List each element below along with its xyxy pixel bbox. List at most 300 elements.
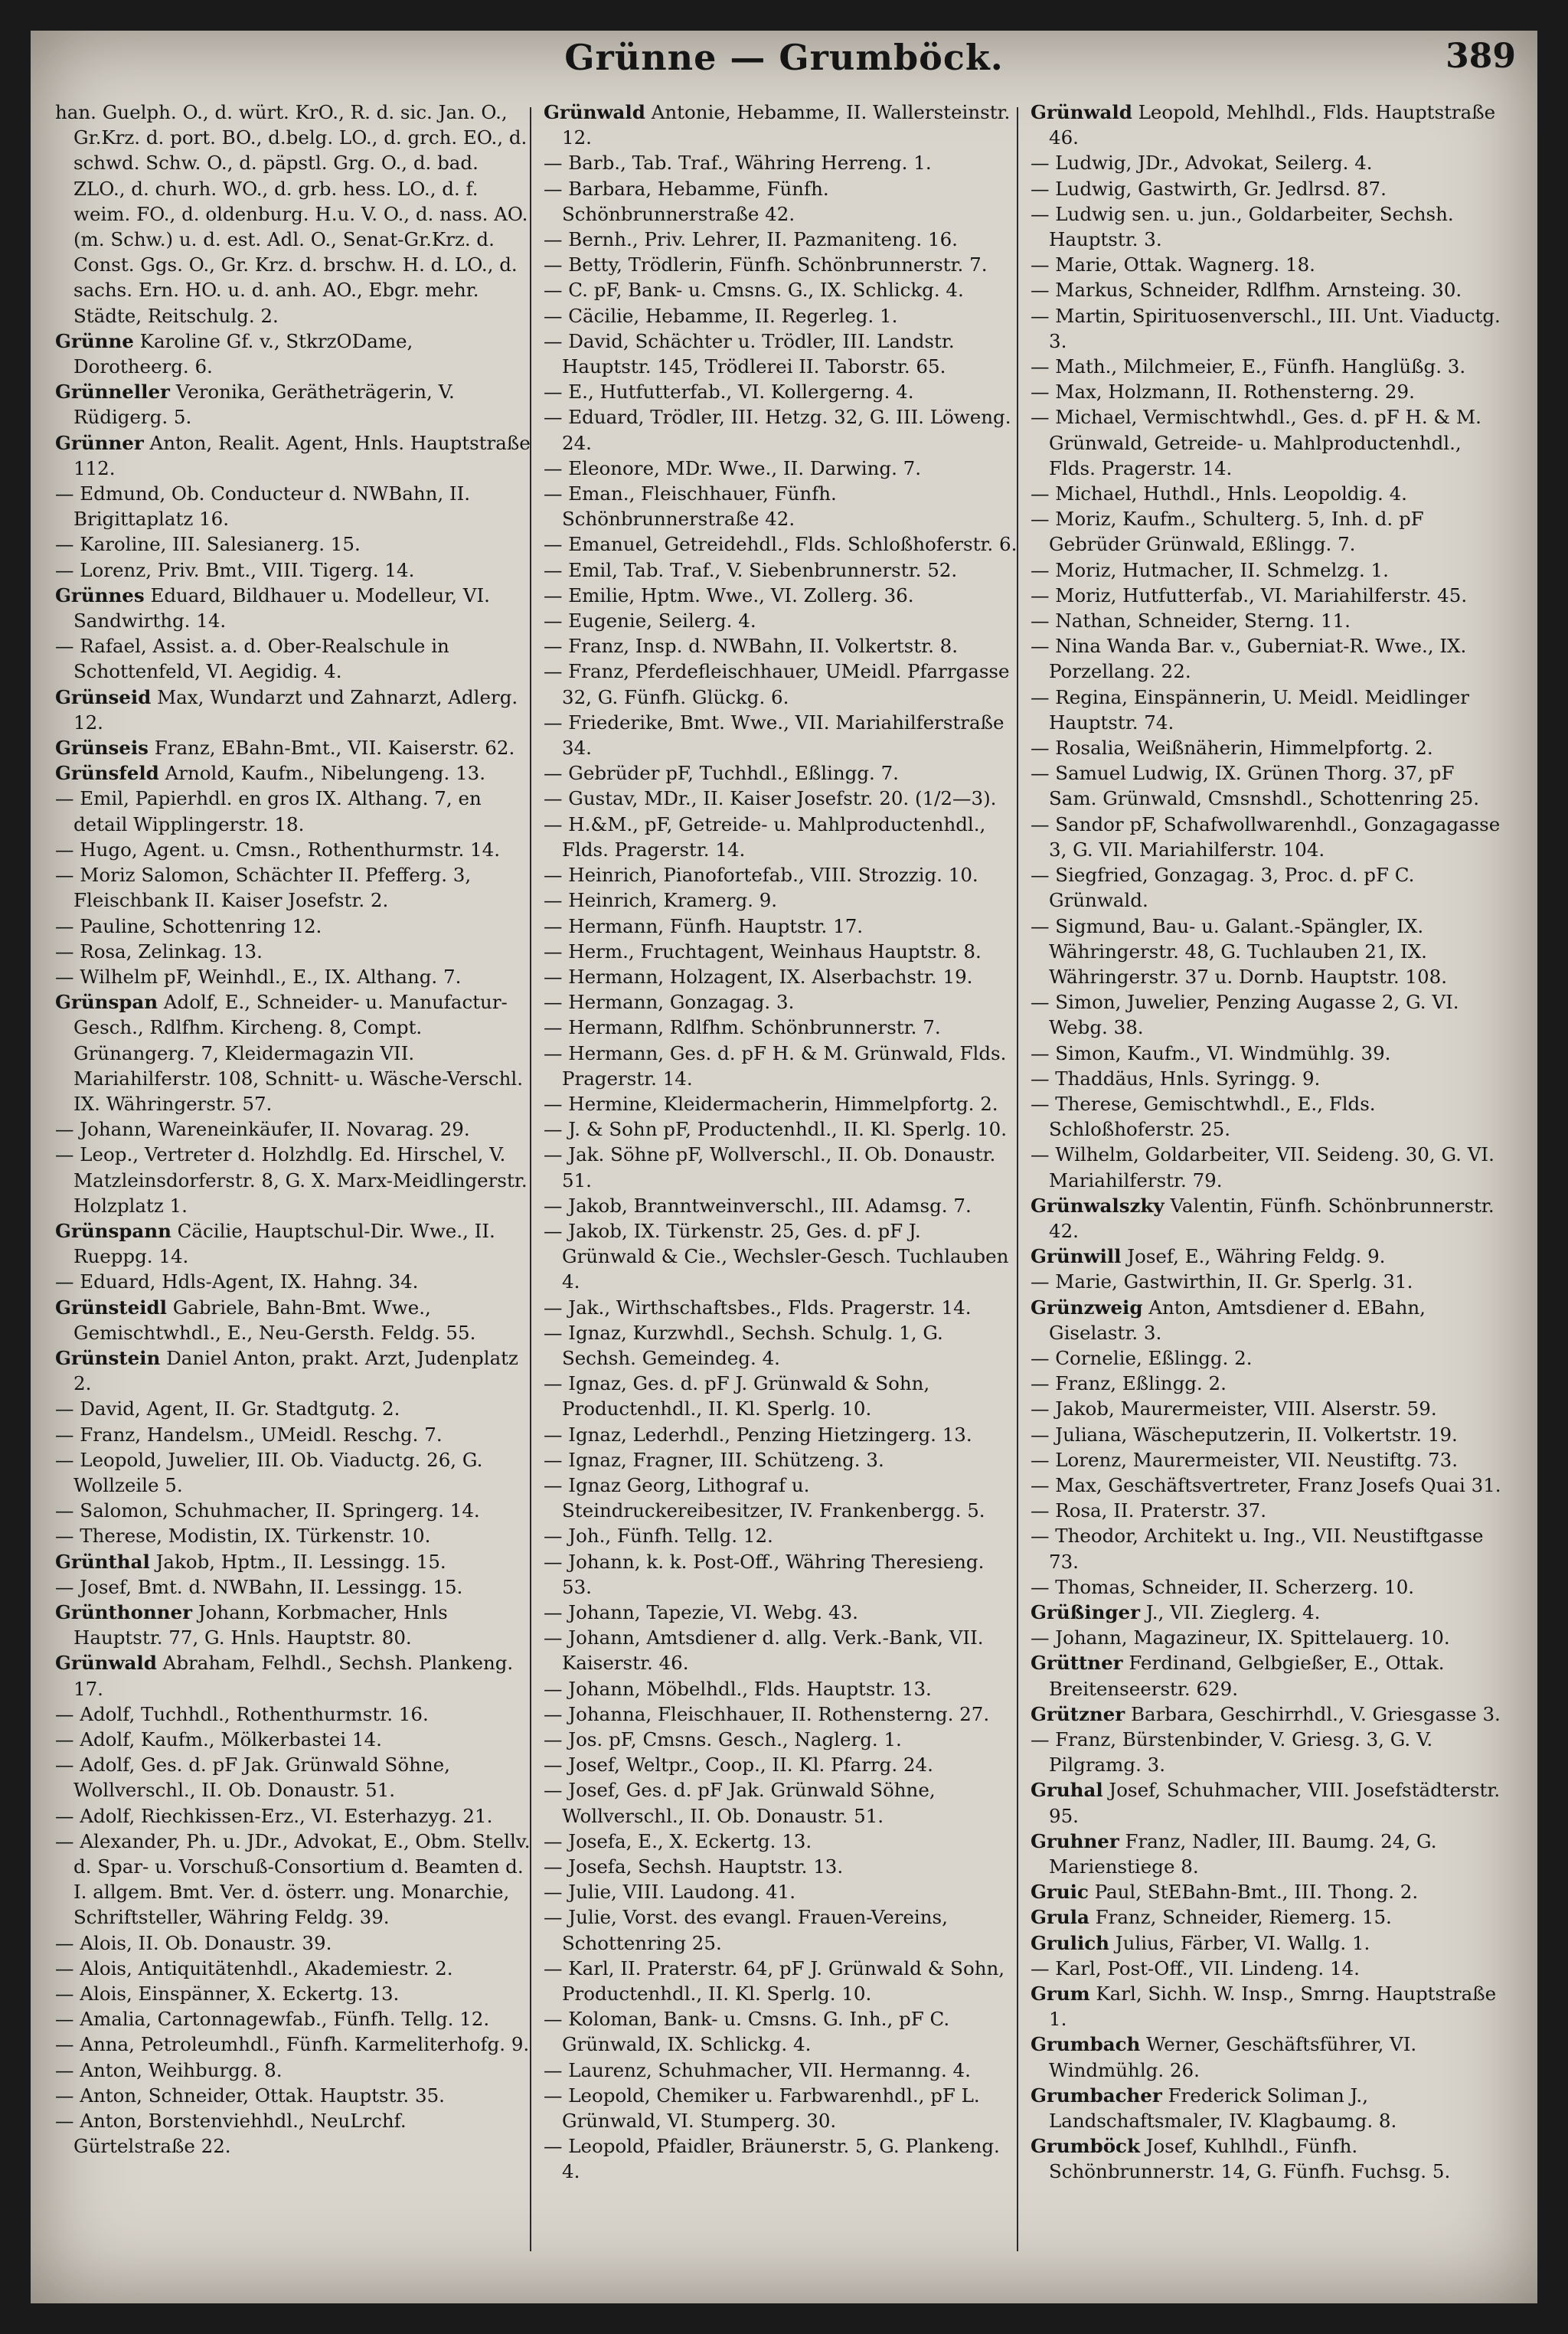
- entry-text: Daniel Anton, prakt. Arzt, Judenplatz 2.: [74, 1346, 518, 1395]
- directory-entry: [55, 837, 531, 862]
- directory-entry: [544, 888, 1020, 913]
- entry-text: — Ludwig, Gastwirth, Gr. Jedlrsd. 87.: [1031, 177, 1387, 200]
- entry-surname: Grünwill: [1031, 1245, 1122, 1268]
- entry-text: — Thomas, Schneider, II. Scherzerg. 10.: [1031, 1575, 1415, 1598]
- directory-entry: [1031, 1295, 1507, 1345]
- directory-entry: [1031, 1600, 1507, 1625]
- entry-text: — Alexander, Ph. u. JDr., Advokat, E., Obm. Stellv. d. Spar- u. Vorschuß-Consortium d. Beamten d. I. allgem. Bmt. Ver. d. österr. ung. Monarchie, Schriftsteller, Währing Feldg. 39.: [55, 1829, 531, 1929]
- entry-text: — Betty, Trödlerin, Fünfh. Schönbrunnerstr. 7.: [544, 253, 988, 276]
- directory-entry: [55, 1396, 531, 1421]
- directory-entry: [544, 1625, 1020, 1675]
- directory-entry: [544, 2133, 1020, 2184]
- entry-text: — Martin, Spirituosenverschl., III. Unt. Viaductg. 3.: [1031, 304, 1501, 352]
- directory-entry: [1031, 1625, 1507, 1650]
- directory-entry: [544, 633, 1020, 659]
- directory-entry: [55, 2032, 531, 2057]
- entry-text: — C. pF, Bank- u. Cmsns. G., IX. Schlickg. 4.: [544, 279, 964, 302]
- entry-text: — Alois, II. Ob. Donaustr. 39.: [55, 1931, 332, 1954]
- entry-text: — Karl, Post-Off., VII. Lindeng. 14.: [1031, 1956, 1360, 1979]
- entry-surname: Grünseis: [55, 737, 149, 760]
- directory-entry: [55, 329, 531, 379]
- entry-surname: Grum: [1031, 1983, 1090, 2005]
- entry-text: — Marie, Ottak. Wagnerg. 18.: [1031, 253, 1315, 276]
- entry-text: — Gebrüder pF, Tuchhdl., Eßlingg. 7.: [544, 762, 899, 785]
- directory-entry: [544, 1320, 1020, 1371]
- entry-text: — Ludwig, JDr., Advokat, Seilerg. 4.: [1031, 152, 1373, 175]
- entry-text: — Emilie, Hptm. Wwe., VI. Zollerg. 36.: [544, 584, 914, 606]
- column-2: [544, 100, 1020, 2259]
- entry-text: — Wilhelm, Goldarbeiter, VII. Seideng. 30, G. VI. Mariahilferstr. 79.: [1031, 1143, 1494, 1192]
- directory-entry: [544, 1904, 1020, 1955]
- directory-entry: [55, 1345, 531, 1396]
- directory-entry: [1031, 354, 1507, 379]
- directory-entry: [55, 1218, 531, 1269]
- directory-entry: [544, 1422, 1020, 1447]
- directory-entry: [55, 1116, 531, 1142]
- entry-text: — Amalia, Cartonnagewfab., Fünfh. Tellg. 12.: [55, 2008, 490, 2031]
- entry-surname: Grüßinger: [1031, 1600, 1141, 1623]
- entry-text: — Adolf, Tuchhdl., Rothenthurmstr. 16.: [55, 1702, 429, 1725]
- entry-text: — Max, Holzmann, II. Rothensterng. 29.: [1031, 381, 1415, 404]
- entry-text: — Juliana, Wäscheputzerin, II. Volkertstr. 19.: [1031, 1423, 1458, 1446]
- entry-text: — Leopold, Pfaidler, Bräunerstr. 5, G. Plankeng. 4.: [544, 2135, 1000, 2183]
- entry-text: — Johann, Amtsdiener d. allg. Verk.-Bank, VII. Kaiserstr. 46.: [544, 1626, 984, 1675]
- entry-text: Franz, Schneider, Riemerg. 15.: [1089, 1906, 1392, 1929]
- entry-text: Josef, Schuhmacher, VIII. Josefstädterstr. 95.: [1049, 1779, 1501, 1827]
- entry-text: — Eman., Fleischhauer, Fünfh. Schönbrunnerstraße 42.: [544, 482, 837, 531]
- entry-text: Werner, Geschäftsführer, VI. Windmühlg. 26.: [1049, 2033, 1417, 2081]
- directory-entry: [544, 583, 1020, 608]
- directory-entry: [1031, 303, 1507, 354]
- entry-text: — Hermann, Fünfh. Hauptstr. 17.: [544, 914, 864, 937]
- directory-entry: [1031, 1371, 1507, 1396]
- entry-text: — Max, Geschäftsvertreter, Franz Josefs Quai 31.: [1031, 1473, 1501, 1496]
- directory-entry: [544, 150, 1020, 175]
- entry-text: — Ignaz, Ges. d. pF J. Grünwald & Sohn, Productenhdl., II. Kl. Sperlg. 10.: [544, 1372, 930, 1420]
- directory-entry: [55, 531, 531, 557]
- directory-entry: [544, 1523, 1020, 1548]
- entry-text: — Adolf, Kaufm., Mölkerbastei 14.: [55, 1728, 382, 1750]
- entry-surname: Grünwald: [55, 1652, 157, 1675]
- entry-text: — Adolf, Ges. d. pF Jak. Grünwald Söhne, Wollverschl., II. Ob. Donaustr. 51.: [55, 1754, 450, 1802]
- directory-entry: [1031, 735, 1507, 760]
- entry-text: Arnold, Kaufm., Nibelungeng. 13.: [158, 762, 486, 785]
- directory-entry: [55, 1829, 531, 1930]
- directory-entry: [1031, 150, 1507, 175]
- entry-text: — Josefa, Sechsh. Hauptstr. 13.: [544, 1855, 844, 1878]
- directory-entry: [1031, 1244, 1507, 1269]
- entry-text: Cäcilie, Hauptschul-Dir. Wwe., II. Rueppg. 14.: [74, 1219, 495, 1268]
- entry-text: — Adolf, Riechkissen-Erz., VI. Esterhazyg. 21.: [55, 1804, 493, 1827]
- directory-entry: [544, 964, 1020, 989]
- directory-entry: [544, 812, 1020, 862]
- directory-entry: [544, 456, 1020, 481]
- directory-entry: [1031, 252, 1507, 277]
- entry-surname: Grünspann: [55, 1219, 172, 1242]
- directory-entry: [55, 964, 531, 989]
- entry-text: — Karoline, III. Salesianerg. 15.: [55, 533, 361, 556]
- entry-text: Franz, Nadler, III. Baumg. 24, G. Marienstiege 8.: [1049, 1829, 1437, 1878]
- entry-text: — Samuel Ludwig, IX. Grünen Thorg. 37, pF Sam. Grünwald, Cmsnshdl., Schottenring 25.: [1031, 762, 1480, 810]
- directory-entry: [55, 1600, 531, 1650]
- entry-text: — Johanna, Fleischhauer, II. Rothensterng. 27.: [544, 1702, 990, 1725]
- entry-surname: Grünstein: [55, 1346, 161, 1369]
- entry-surname: Grünner: [55, 431, 144, 454]
- entry-text: — Emil, Papierhdl. en gros IX. Althang. 7, en detail Wipplingerstr. 18.: [55, 787, 482, 835]
- directory-entry: [544, 176, 1020, 227]
- directory-entry: [55, 685, 531, 735]
- directory-entry: [1031, 1447, 1507, 1473]
- directory-entry: [1031, 1091, 1507, 1142]
- directory-entry: [544, 1041, 1020, 1091]
- directory-entry: [544, 379, 1020, 404]
- entry-text: Veronika, Gerätheträgerin, V. Rüdigerg. 5.: [74, 381, 455, 429]
- entry-text: Ferdinand, Gelbgießer, E., Ottak. Breitenseerstr. 629.: [1049, 1652, 1445, 1700]
- directory-entry: [544, 1676, 1020, 1701]
- directory-entry: [1031, 1142, 1507, 1192]
- directory-entry: [1031, 1829, 1507, 1879]
- directory-entry: [544, 862, 1020, 888]
- entry-text: Max, Wundarzt und Zahnarzt, Adlerg. 12.: [74, 685, 518, 734]
- directory-entry: [1031, 1396, 1507, 1421]
- entry-text: — Leopold, Juwelier, III. Ob. Viaductg. 26, G. Wollzeile 5.: [55, 1448, 483, 1496]
- directory-entry: [544, 1854, 1020, 1879]
- entry-text: — Moriz, Hutfutterfab., VI. Mariahilferstr. 45.: [1031, 584, 1468, 606]
- entry-text: Barbara, Geschirrhdl., V. Griesgasse 3.: [1125, 1702, 1501, 1725]
- entry-text: Anton, Amtsdiener d. EBahn, Giselastr. 3.: [1049, 1296, 1426, 1344]
- directory-entry: [55, 1269, 531, 1294]
- directory-entry: [1031, 1498, 1507, 1523]
- entry-text: — Thaddäus, Hnls. Syringg. 9.: [1031, 1067, 1321, 1090]
- directory-entry: [55, 1956, 531, 1981]
- directory-entry: [55, 1422, 531, 1447]
- entry-text: — Koloman, Bank- u. Cmsns. G. Inh., pF C. Grünwald, IX. Schlickg. 4.: [544, 2008, 950, 2056]
- directory-entry: [544, 659, 1020, 709]
- entry-text: Karoline Gf. v., StkrzODame, Dorotheerg. 6.: [74, 329, 413, 378]
- entry-text: Julius, Färber, VI. Wallg. 1.: [1109, 1931, 1370, 1954]
- entry-text: — Moriz Salomon, Schächter II. Pfefferg. 3, Fleischbank II. Kaiser Josefstr. 2.: [55, 864, 472, 912]
- entry-text: Anton, Realit. Agent, Hnls. Hauptstraße 112.: [74, 431, 531, 479]
- entry-text: — Jos. pF, Cmsns. Gesch., Naglerg. 1.: [544, 1728, 902, 1750]
- entry-text: — Anna, Petroleumhdl., Fünfh. Karmeliterhofg. 9.: [55, 2033, 530, 2056]
- directory-entry: [55, 2083, 531, 2108]
- page-header: [31, 31, 1537, 77]
- entry-text: — Sigmund, Bau- u. Galant.-Spängler, IX. Währingerstr. 48, G. Tuchlauben 21, IX. Währingerstr. 37 u. Dornb. Hauptstr. 108.: [1031, 914, 1447, 988]
- entry-surname: Grünzweig: [1031, 1296, 1143, 1319]
- entry-text: — Lorenz, Priv. Bmt., VIII. Tigerg. 14.: [55, 558, 415, 581]
- entry-text: han. Guelph. O., d. würt. KrO., R. d. sic. Jan. O., Gr.Krz. d. port. BO., d.belg. LO., d. grch. EO., d. schwd. Schw. O., d. päpstl. Grg. O., d. bad. ZLO., d. churh. WO., d. grb. hess. LO., d. f. weim. FO., d. oldenburg. H.u. V. O., d. nass. AO. (m. Schw.) u. d. est. Adl. O., Senat-Gr.Krz. d. Const. Ggs. O., Gr. Krz. d. brschw. H. d. LO., d. sachs. Ern. HO. u. d. anh. AO., Ebgr. mehr. Städte, Reitschulg. 2.: [55, 101, 528, 327]
- entry-text: — Joh., Fünfh. Tellg. 12.: [544, 1525, 773, 1548]
- directory-entry: [544, 227, 1020, 252]
- entry-text: — Franz, Bürstenbinder, V. Griesg. 3, G. V. Pilgramg. 3.: [1031, 1728, 1433, 1777]
- directory-entry: [1031, 1981, 1507, 2032]
- entry-surname: Grünthal: [55, 1550, 150, 1573]
- directory-entry: [1031, 1066, 1507, 1091]
- entry-text: — Ignaz Georg, Lithograf u. Steindruckereibesitzer, IV. Frankenbergg. 5.: [544, 1473, 985, 1522]
- entry-text: — Johann, Möbelhdl., Flds. Hauptstr. 13.: [544, 1677, 932, 1700]
- entry-text: — Alois, Antiquitätenhdl., Akademiestr. 2.: [55, 1956, 453, 1979]
- directory-entry: [544, 531, 1020, 557]
- entry-text: — Therese, Gemischtwhdl., E., Flds. Schloßhoferstr. 25.: [1031, 1092, 1376, 1141]
- directory-entry: [55, 939, 531, 964]
- entry-surname: Grünwald: [544, 101, 645, 123]
- entry-text: — Michael, Huthdl., Hnls. Leopoldig. 4.: [1031, 482, 1407, 505]
- directory-entry: [1031, 379, 1507, 404]
- directory-entry: [544, 2058, 1020, 2083]
- directory-entry: [544, 1727, 1020, 1752]
- entry-text: Jakob, Hptm., II. Lessingg. 15.: [149, 1550, 446, 1573]
- entry-text: — Eugenie, Seilerg. 4.: [544, 610, 756, 633]
- directory-entry: [544, 1752, 1020, 1777]
- entry-text: — Wilhelm pF, Weinhdl., E., IX. Althang. 7.: [55, 965, 462, 988]
- entry-text: — Edmund, Ob. Conducteur d. NWBahn, II. Brigittaplatz 16.: [55, 482, 471, 531]
- entry-text: — Nathan, Schneider, Sterng. 11.: [1031, 610, 1351, 633]
- entry-text: — Emil, Tab. Traf., V. Siebenbrunnerstr. 52.: [544, 558, 958, 581]
- directory-entry: [544, 1777, 1020, 1828]
- entry-text: — Cornelie, Eßlingg. 2.: [1031, 1346, 1253, 1369]
- directory-entry: [1031, 812, 1507, 862]
- directory-entry: [1031, 1345, 1507, 1371]
- entry-text: — Eduard, Hdls-Agent, IX. Hahng. 34.: [55, 1270, 419, 1293]
- entry-text: Gabriele, Bahn-Bmt. Wwe., Gemischtwhdl., E., Neu-Gersth. Feldg. 55.: [74, 1296, 476, 1344]
- entry-text: — Franz, Eßlingg. 2.: [1031, 1372, 1227, 1395]
- directory-entry: [55, 1523, 531, 1548]
- directory-entry: [544, 1193, 1020, 1218]
- directory-entry: [55, 1930, 531, 1956]
- directory-entry: [55, 379, 531, 430]
- entry-text: — Moriz, Kaufm., Schulterg. 5, Inh. d. pF Gebrüder Grünwald, Eßlingg. 7.: [1031, 508, 1424, 556]
- entry-text: — Eduard, Trödler, III. Hetzg. 32, G. III. Löweng. 24.: [544, 406, 1011, 454]
- entry-text: — Herm., Fruchtagent, Weinhaus Hauptstr. 8.: [544, 940, 982, 963]
- directory-entry: [1031, 2032, 1507, 2082]
- entry-text: Abraham, Felhdl., Sechsh. Plankeng. 17.: [74, 1652, 514, 1700]
- directory-entry: [544, 557, 1020, 583]
- entry-text: — Johann, Magazineur, IX. Spittelauerg. 10.: [1031, 1626, 1450, 1649]
- entry-text: — Johann, Tapezie, VI. Webg. 43.: [544, 1600, 858, 1623]
- entry-text: — Franz, Handelsm., UMeidl. Reschg. 7.: [55, 1423, 443, 1446]
- directory-entry: [544, 1879, 1020, 1904]
- entry-text: J., VII. Zieglerg. 4.: [1140, 1600, 1321, 1623]
- entry-text: — Simon, Kaufm., VI. Windmühlg. 39.: [1031, 1041, 1391, 1064]
- directory-entry: [544, 1091, 1020, 1116]
- entry-text: — Julie, Vorst. des evangl. Frauen-Vereins, Schottenring 25.: [544, 1906, 948, 1954]
- directory-entry: [544, 914, 1020, 939]
- entry-text: — Friederike, Bmt. Wwe., VII. Mariahilferstraße 34.: [544, 711, 1004, 760]
- entry-text: — Regina, Einspännerin, U. Meidl. Meidlinger Hauptstr. 74.: [1031, 685, 1469, 734]
- directory-entry: [1031, 2083, 1507, 2133]
- entry-text: — Rosa, Zelinkag. 13.: [55, 940, 263, 963]
- entry-surname: Grünspan: [55, 991, 158, 1014]
- directory-entry: [55, 633, 531, 684]
- directory-entry: [544, 786, 1020, 811]
- entry-text: — Rafael, Assist. a. d. Ober-Realschule in Schottenfeld, VI. Aegidig. 4.: [55, 635, 449, 683]
- entry-text: — Anton, Schneider, Ottak. Hauptstr. 35.: [55, 2084, 445, 2107]
- entry-text: — Jakob, IX. Türkenstr. 25, Ges. d. pF J. Grünwald & Cie., Wechsler-Gesch. Tuchlauben 4.: [544, 1219, 1009, 1293]
- entry-surname: Gruhal: [1031, 1779, 1103, 1802]
- entry-text: — Rosa, II. Praterstr. 37.: [1031, 1499, 1267, 1522]
- entry-text: — H.&M., pF, Getreide- u. Mahlproductenhdl., Flds. Pragerstr. 14.: [544, 812, 986, 861]
- entry-text: Karl, Sichh. W. Insp., Smrng. Hauptstraße 1.: [1049, 1983, 1497, 2031]
- entry-text: — Leopold, Chemiker u. Farbwarenhdl., pF L. Grünwald, VI. Stumperg. 30.: [544, 2084, 980, 2133]
- entry-text: — Heinrich, Pianofortefab., VIII. Strozzig. 10.: [544, 864, 978, 887]
- entry-text: Josef, E., Währing Feldg. 9.: [1121, 1245, 1386, 1268]
- directory-entry: [1031, 608, 1507, 633]
- directory-entry: [55, 735, 531, 760]
- column-1: [55, 100, 531, 2259]
- entry-text: Valentin, Fünfh. Schönbrunnerstr. 42.: [1049, 1194, 1494, 1242]
- directory-entry: [1031, 2133, 1507, 2184]
- directory-entry: [55, 1981, 531, 2006]
- directory-entry: [1031, 1473, 1507, 1498]
- entry-text: — Ignaz, Fragner, III. Schützeng. 3.: [544, 1448, 884, 1471]
- entry-text: — Alois, Einspänner, X. Eckertg. 13.: [55, 1983, 400, 2005]
- entry-text: — Anton, Borstenviehhdl., NeuLrchf. Gürtelstraße 22.: [55, 2110, 407, 2158]
- entry-text: — Ludwig sen. u. jun., Goldarbeiter, Sechsh. Hauptstr. 3.: [1031, 202, 1454, 251]
- entry-text: — Sandor pF, Schafwollwarenhdl., Gonzagagasse 3, G. VII. Mariahilferstr. 104.: [1031, 812, 1501, 861]
- directory-entry: [1031, 633, 1507, 684]
- entry-surname: Grünnes: [55, 584, 145, 606]
- directory-entry: [544, 1829, 1020, 1854]
- entry-text: — Hermann, Holzagent, IX. Alserbachstr. 19.: [544, 965, 973, 988]
- directory-entry: [544, 1956, 1020, 2006]
- directory-entry: [55, 1447, 531, 1498]
- directory-entry: [1031, 989, 1507, 1040]
- directory-entry: [544, 2083, 1020, 2133]
- entry-text: — Ignaz, Kurzwhdl., Sechsh. Schulg. 1, G. Sechsh. Gemeindeg. 4.: [544, 1321, 943, 1369]
- directory-entry: [55, 989, 531, 1116]
- directory-entry: [55, 557, 531, 583]
- entry-text: Johann, Korbmacher, Hnls Hauptstr. 77, G. Hnls. Hauptstr. 80.: [74, 1600, 448, 1649]
- directory-entry: [544, 404, 1020, 455]
- directory-entry: [1031, 1956, 1507, 1981]
- entry-text: — Jakob, Branntweinverschl., III. Adamsg. 7.: [544, 1194, 972, 1217]
- directory-entry: [55, 760, 531, 786]
- directory-entry: [1031, 914, 1507, 990]
- entry-text: — Johann, k. k. Post-Off., Währing Theresieng. 53.: [544, 1550, 985, 1598]
- directory-entry: [1031, 1879, 1507, 1904]
- directory-entry: [55, 1650, 531, 1701]
- entry-text: Franz, EBahn-Bmt., VII. Kaiserstr. 62.: [148, 737, 515, 760]
- directory-entry: [1031, 506, 1507, 557]
- directory-entry: [544, 303, 1020, 329]
- directory-entry: [1031, 1574, 1507, 1600]
- directory-entry: [1031, 557, 1507, 583]
- directory-entry: [544, 1701, 1020, 1727]
- directory-entry: [55, 914, 531, 939]
- directory-entry: [544, 710, 1020, 760]
- directory-entry: [1031, 685, 1507, 735]
- directory-entry: [544, 481, 1020, 531]
- directory-entry: [544, 329, 1020, 379]
- entry-surname: Grünsfeld: [55, 762, 159, 785]
- directory-entry: [544, 1549, 1020, 1600]
- entry-text: — David, Schächter u. Trödler, III. Landstr. Hauptstr. 145, Trödlerei II. Taborstr. 65.: [544, 329, 955, 378]
- entry-text: — Josefa, E., X. Eckertg. 13.: [544, 1829, 812, 1852]
- directory-entry: [55, 2108, 531, 2159]
- entry-text: — Karl, II. Praterstr. 64, pF J. Grünwald & Sohn, Productenhdl., II. Kl. Sperlg. 10.: [544, 1956, 1005, 2005]
- entry-text: — Laurenz, Schuhmacher, VII. Hermanng. 4.: [544, 2058, 971, 2081]
- entry-text: — Hugo, Agent. u. Cmsn., Rothenthurmstr. 14.: [55, 838, 500, 861]
- directory-entry: [1031, 1650, 1507, 1701]
- directory-entry: [55, 100, 531, 329]
- directory-entry: [55, 862, 531, 913]
- entry-text: — Anton, Weihburgg. 8.: [55, 2058, 283, 2081]
- directory-entry: [1031, 862, 1507, 913]
- entry-surname: Grützner: [1031, 1702, 1125, 1725]
- entry-text: Frederick Soliman J., Landschaftsmaler, IV. Klagbaumg. 8.: [1049, 2084, 1397, 2133]
- entry-text: — Eleonore, MDr. Wwe., II. Darwing. 7.: [544, 456, 922, 479]
- entry-text: — E., Hutfutterfab., VI. Kollergerng. 4.: [544, 381, 914, 404]
- directory-entry: [55, 786, 531, 836]
- entry-surname: Grulich: [1031, 1931, 1109, 1954]
- entry-text: — Hermann, Rdlfhm. Schönbrunnerstr. 7.: [544, 1016, 941, 1039]
- directory-entry: [544, 1218, 1020, 1295]
- directory-entry: [55, 1498, 531, 1523]
- entry-text: — Jak., Wirthschaftsbes., Flds. Pragerstr. 14.: [544, 1296, 972, 1319]
- entry-text: — Bernh., Priv. Lehrer, II. Pazmaniteng. 16.: [544, 228, 958, 251]
- entry-text: — J. & Sohn pF, Productenhdl., II. Kl. Sperlg. 10.: [544, 1118, 1007, 1141]
- entry-text: — Jakob, Maurermeister, VIII. Alserstr. 59.: [1031, 1397, 1437, 1420]
- directory-entry: [55, 1727, 531, 1752]
- column-3: [1031, 100, 1507, 2259]
- entry-surname: Grünthonner: [55, 1600, 193, 1623]
- entry-text: — Simon, Juwelier, Penzing Augasse 2, G. VI. Webg. 38.: [1031, 991, 1459, 1039]
- entry-surname: Gruhner: [1031, 1829, 1119, 1852]
- entry-text: — Rosalia, Weißnäherin, Himmelpfortg. 2.: [1031, 737, 1433, 760]
- entry-text: — Leop., Vertreter d. Holzhdlg. Ed. Hirschel, V. Matzleinsdorferstr. 8, G. X. Marx-Meidlingerstr. Holzplatz 1.: [55, 1143, 528, 1217]
- entry-text: — Barbara, Hebamme, Fünfh. Schönbrunnerstraße 42.: [544, 177, 829, 225]
- entry-text: — Heinrich, Kramerg. 9.: [544, 889, 778, 912]
- running-head: Grünne — Grumböck.: [564, 37, 1004, 78]
- directory-entry: [1031, 1727, 1507, 1777]
- directory-entry: [1031, 760, 1507, 811]
- entry-text: — Josef, Ges. d. pF Jak. Grünwald Söhne, Wollverschl., II. Ob. Donaustr. 51.: [544, 1779, 936, 1827]
- directory-entry: [544, 252, 1020, 277]
- entry-text: — Hermann, Gonzagag. 3.: [544, 991, 795, 1014]
- directory-entry: [55, 1701, 531, 1727]
- entry-surname: Grumböck: [1031, 2135, 1140, 2158]
- directory-entry: [1031, 1523, 1507, 1574]
- entry-text: — Julie, VIII. Laudong. 41.: [544, 1881, 796, 1904]
- entry-text: — Lorenz, Maurermeister, VII. Neustiftg. 73.: [1031, 1448, 1458, 1471]
- directory-entry: [544, 1015, 1020, 1040]
- entry-text: — Theodor, Architekt u. Ing., VII. Neustiftgasse 73.: [1031, 1525, 1484, 1573]
- entry-text: — David, Agent, II. Gr. Stadtgutg. 2.: [55, 1397, 400, 1420]
- entry-text: — Johann, Wareneinkäufer, II. Novarag. 29.: [55, 1118, 470, 1141]
- entry-text: — Therese, Modistin, IX. Türkenstr. 10.: [55, 1525, 431, 1548]
- directory-entry: [544, 608, 1020, 633]
- directory-entry: [1031, 1193, 1507, 1244]
- directory-entry: [1031, 1269, 1507, 1294]
- entry-surname: Grünwalszky: [1031, 1194, 1165, 1217]
- directory-entry: [544, 1295, 1020, 1320]
- directory-entry: [1031, 481, 1507, 506]
- entry-surname: Gruic: [1031, 1881, 1089, 1904]
- entry-surname: Grünne: [55, 329, 134, 352]
- directory-entry: [55, 1574, 531, 1600]
- entry-text: — Siegfried, Gonzagag. 3, Proc. d. pF C. Grünwald.: [1031, 864, 1415, 912]
- directory-entry: [544, 939, 1020, 964]
- directory-entry: [1031, 404, 1507, 481]
- entry-text: — Moriz, Hutmacher, II. Schmelzg. 1.: [1031, 558, 1389, 581]
- entry-surname: Grünsteidl: [55, 1296, 167, 1319]
- entry-text: Josef, Kuhlhdl., Fünfh. Schönbrunnerstr. 14, G. Fünfh. Fuchsg. 5.: [1049, 2135, 1451, 2183]
- entry-text: — Math., Milchmeier, E., Fünfh. Hanglüßg. 3.: [1031, 355, 1466, 378]
- entry-text: — Hermine, Kleidermacherin, Himmelpfortg. 2.: [544, 1092, 998, 1115]
- entry-text: — Markus, Schneider, Rdlfhm. Arnsteing. 30.: [1031, 279, 1462, 302]
- directory-entry: [1031, 1777, 1507, 1828]
- directory-entry: [55, 1142, 531, 1218]
